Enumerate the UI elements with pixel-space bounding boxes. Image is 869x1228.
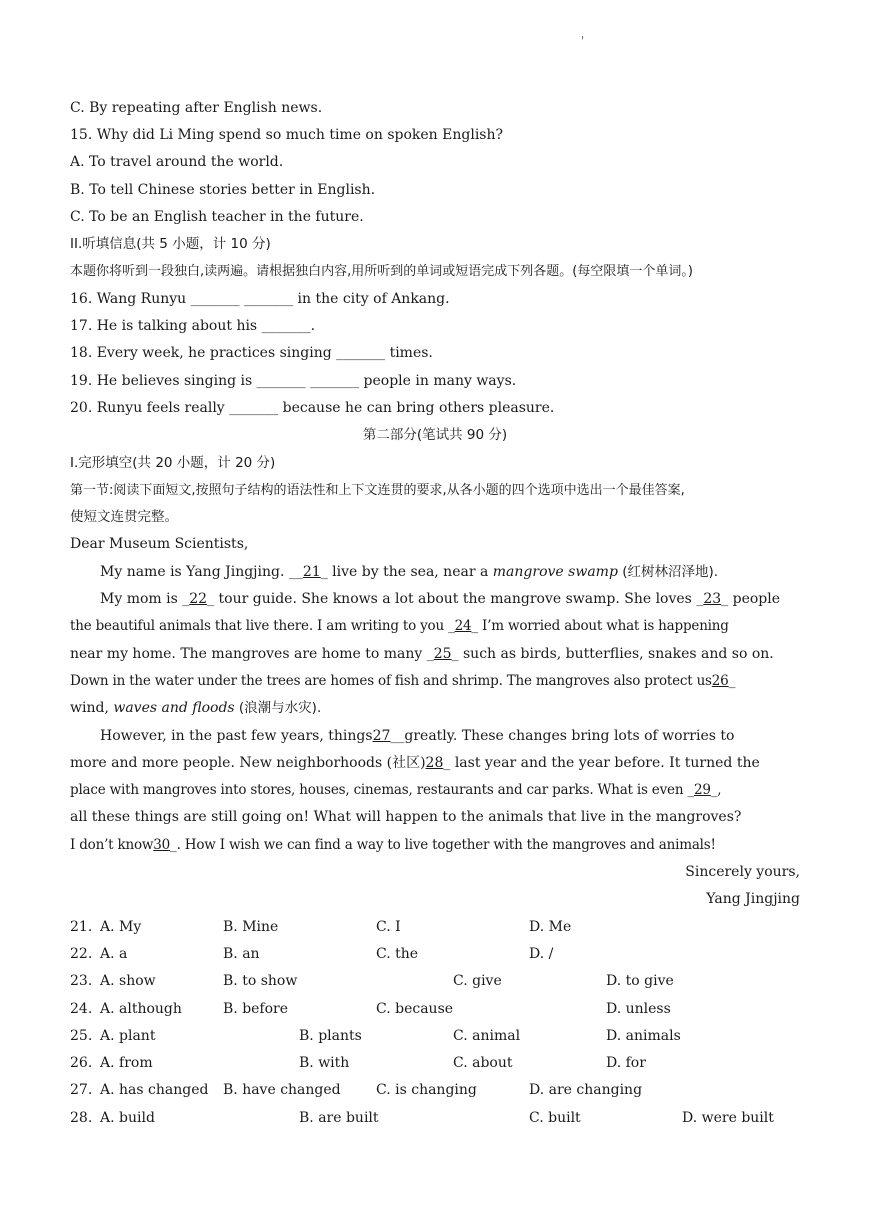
option-a: A. a bbox=[100, 946, 128, 962]
options-row-25 bbox=[70, 1023, 800, 1050]
option-a: A. has changed bbox=[100, 1082, 209, 1098]
option-d: D. were built bbox=[682, 1110, 774, 1126]
options-row-26 bbox=[70, 1050, 800, 1077]
option-number: 22. bbox=[70, 946, 93, 962]
option-b: B. to show bbox=[223, 973, 298, 989]
option-a: A. from bbox=[100, 1055, 153, 1071]
question-19: 19. He believes singing is _______ _______ people in many ways. bbox=[70, 373, 517, 389]
passage-text: _, bbox=[710, 782, 722, 798]
letter-salutation: Dear Museum Scientists, bbox=[70, 536, 249, 552]
options-row-24 bbox=[70, 996, 800, 1023]
option-a: A. build bbox=[100, 1110, 155, 1126]
options-row-23 bbox=[70, 968, 800, 995]
blank-29: 29 bbox=[693, 782, 711, 798]
passage-text: My mom is _ bbox=[100, 591, 190, 607]
passage-emphasis: waves and floods bbox=[113, 700, 235, 716]
q14-option-c: C. By repeating after English news. bbox=[70, 100, 323, 116]
q15-option-a: A. To travel around the world. bbox=[70, 154, 284, 170]
cloze-instructions-line-2: 使短文连贯完整。 bbox=[70, 509, 178, 525]
passage-text: _. How I wish we can find a way to live together with the mangroves and animals! bbox=[170, 837, 716, 853]
question-17: 17. He is talking about his _______. bbox=[70, 318, 316, 334]
passage-gloss: (浪潮与水灾). bbox=[234, 700, 322, 716]
option-b: B. with bbox=[299, 1055, 350, 1071]
option-b: B. have changed bbox=[223, 1082, 341, 1098]
options-row-21 bbox=[70, 914, 800, 941]
option-d: D. / bbox=[529, 946, 554, 962]
option-d: D. unless bbox=[606, 1001, 671, 1017]
option-number: 23. bbox=[70, 973, 93, 989]
passage-text: more and more people. New neighborhoods (社区) bbox=[70, 755, 426, 771]
blank-24: 24 bbox=[454, 618, 472, 634]
option-a: A. show bbox=[100, 973, 156, 989]
option-c: C. is changing bbox=[376, 1082, 477, 1098]
option-b: B. before bbox=[223, 1001, 289, 1017]
passage-line-5 bbox=[70, 668, 800, 695]
q15-option-b: B. To tell Chinese stories better in English. bbox=[70, 182, 376, 198]
options-row-28 bbox=[70, 1105, 800, 1132]
question-20: 20. Runyu feels really _______ because he can bring others pleasure. bbox=[70, 400, 555, 416]
question-16: 16. Wang Runyu _______ _______ in the city of Ankang. bbox=[70, 291, 450, 307]
letter-signature: Yang Jingjing bbox=[706, 891, 800, 907]
passage-line-6 bbox=[70, 695, 800, 722]
blank-26: 26 bbox=[711, 673, 729, 689]
option-c: C. give bbox=[453, 973, 502, 989]
option-c: C. I bbox=[376, 919, 401, 935]
blank-27: 27 bbox=[372, 728, 391, 744]
option-b: B. Mine bbox=[223, 919, 279, 935]
option-d: D. to give bbox=[606, 973, 674, 989]
blank-21: 21 bbox=[302, 564, 321, 580]
option-number: 21. bbox=[70, 919, 93, 935]
passage-text: _ tour guide. She knows a lot about the mangrove swamp. She loves _ bbox=[207, 591, 704, 607]
section-heading-cloze: I.完形填空(共 20 小题，计 20 分) bbox=[70, 455, 276, 471]
passage-text: near my home. The mangroves are home to many _ bbox=[70, 646, 434, 662]
passage-text: _ live by the sea, near a bbox=[320, 564, 493, 580]
passage-text: However, in the past few years, things bbox=[100, 728, 373, 744]
option-a: A. although bbox=[100, 1001, 182, 1017]
passage-emphasis: mangrove swamp bbox=[492, 564, 618, 580]
passage-line-4 bbox=[70, 641, 800, 668]
passage-line-3 bbox=[70, 613, 800, 640]
option-number: 24. bbox=[70, 1001, 93, 1017]
passage-text: wind, bbox=[70, 700, 114, 716]
passage-text: place with mangroves into stores, houses, cinemas, restaurants and car parks. What is even _ bbox=[70, 782, 694, 798]
passage-text: the beautiful animals that live there. I am writing to you _ bbox=[70, 618, 455, 634]
option-a: A. plant bbox=[100, 1028, 156, 1044]
passage-text: Down in the water under the trees are homes of fish and shrimp. The mangroves also protect us bbox=[70, 673, 712, 689]
question-15: 15. Why did Li Ming spend so much time on spoken English? bbox=[70, 127, 504, 143]
options-row-22 bbox=[70, 941, 800, 968]
option-d: D. are changing bbox=[529, 1082, 643, 1098]
option-d: D. for bbox=[606, 1055, 646, 1071]
option-d: D. animals bbox=[606, 1028, 681, 1044]
option-a: A. My bbox=[100, 919, 142, 935]
header-mark: ' bbox=[581, 34, 585, 48]
blank-25: 25 bbox=[433, 646, 452, 662]
part-title: 第二部分(笔试共 90 分) bbox=[362, 427, 508, 443]
passage-line-1 bbox=[70, 559, 800, 586]
option-c: C. because bbox=[376, 1001, 454, 1017]
passage-line-9 bbox=[70, 777, 800, 804]
blank-23: 23 bbox=[703, 591, 722, 607]
question-18: 18. Every week, he practices singing _______ times. bbox=[70, 345, 433, 361]
passage-text: _ people bbox=[721, 591, 781, 607]
passage-text: My name is Yang Jingjing. __ bbox=[100, 564, 303, 580]
passage-text: _ bbox=[728, 673, 736, 689]
passage-line-11 bbox=[70, 832, 800, 859]
option-b: B. are built bbox=[299, 1110, 379, 1126]
blank-30: 30 bbox=[153, 837, 171, 853]
option-c: C. built bbox=[529, 1110, 581, 1126]
option-number: 27. bbox=[70, 1082, 93, 1098]
option-b: B. an bbox=[223, 946, 260, 962]
section-heading-listening-fill: II.听填信息(共 5 小题，计 10 分) bbox=[70, 236, 271, 252]
passage-text: _ last year and the year before. It turned the bbox=[443, 755, 760, 771]
option-b: B. plants bbox=[299, 1028, 362, 1044]
passage-text: I don’t know bbox=[70, 837, 154, 853]
passage-line-8 bbox=[70, 750, 800, 777]
option-c: C. about bbox=[453, 1055, 513, 1071]
option-number: 28. bbox=[70, 1110, 93, 1126]
passage-line-2 bbox=[70, 586, 800, 613]
q15-option-c: C. To be an English teacher in the future. bbox=[70, 209, 364, 225]
option-c: C. the bbox=[376, 946, 419, 962]
passage-line-7 bbox=[70, 723, 800, 750]
options-row-27 bbox=[70, 1077, 800, 1104]
blank-22: 22 bbox=[189, 591, 208, 607]
passage-text: _ I’m worried about what is happening bbox=[471, 618, 729, 634]
option-number: 25. bbox=[70, 1028, 93, 1044]
passage-line-10: all these things are still going on! What will happen to the animals that live in the mangroves? bbox=[70, 809, 742, 825]
letter-closing: Sincerely yours, bbox=[685, 864, 800, 880]
passage-text: _ such as birds, butterflies, snakes and so on. bbox=[451, 646, 774, 662]
passage-text: __greatly. These changes bring lots of worries to bbox=[390, 728, 735, 744]
option-c: C. animal bbox=[453, 1028, 521, 1044]
cloze-instructions-line-1: 第一节:阅读下面短文,按照句子结构的语法性和上下文连贯的要求,从各小题的四个选项中选出一个最佳答案, bbox=[70, 483, 685, 498]
option-d: D. Me bbox=[529, 919, 572, 935]
section-instructions: 本题你将听到一段独白,读两遍。请根据独白内容,用所听到的单词或短语完成下列各题。(每空限填一个单词。) bbox=[70, 264, 693, 279]
blank-28: 28 bbox=[425, 755, 444, 771]
passage-gloss: (红树林沼泽地). bbox=[617, 564, 719, 580]
option-number: 26. bbox=[70, 1055, 93, 1071]
